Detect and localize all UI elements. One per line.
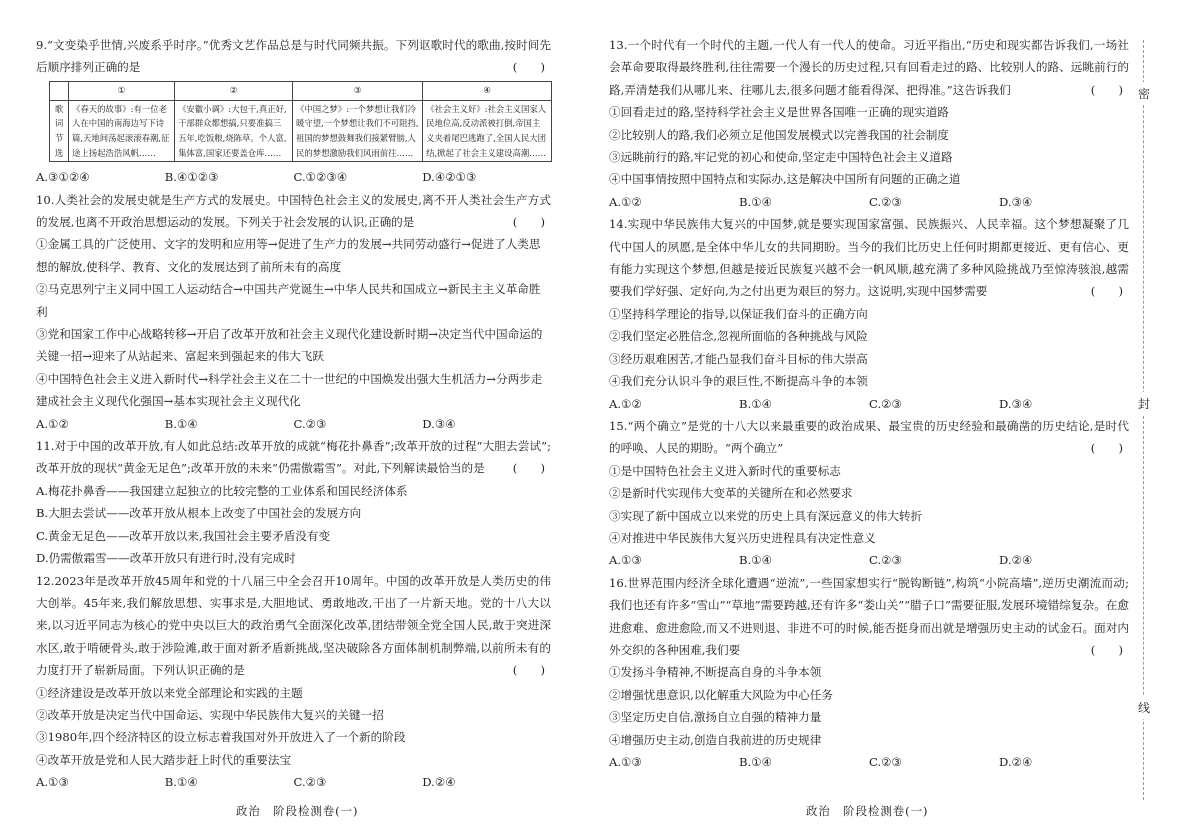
answer-choices xyxy=(36,166,551,188)
answer-paren: ( ) xyxy=(512,215,545,229)
choice-d: D.③④ xyxy=(999,396,1033,411)
question-stem: 10.人类社会的发展史就是生产方式的发展史。中国特色社会主义的发展史,离不开人类社会生产方式的发展,也离不开政治思想运动的发展。下列关于社会发展的认识,正确的是 ( ) xyxy=(36,189,551,234)
statement-option: ①回看走过的路,坚持科学社会主义是世界各国唯一正确的现实道路 xyxy=(609,105,949,120)
choice-a: A.③①②④ xyxy=(36,170,90,185)
statement-option: ②比较别人的路,我们必须立足他国发展模式以完善我国的社会制度 xyxy=(609,127,949,142)
answer-choices xyxy=(609,393,1129,415)
question-16 xyxy=(609,572,1129,774)
question-12 xyxy=(36,570,551,794)
question-stem: 12.2023年是改革开放45周年和党的十八届三中全会召开10周年。中国的改革开放是人类历史的伟大创举。45年来,我们解放思想、实事求是,大胆地试、勇敢地改,干出了一片新天地。党的十八大以来,以习近平同志为核心的党中央以巨大的政治勇气全面深化改革,团结带领全党全国人民,敢于突进深水区,敢于啃硬骨头,敢于涉险滩,敢于面对新矛盾新挑战,坚决破除各方面体制机制弊端,以前所未有的力度打开了崭新局面。下列认识正确的是 ( ) xyxy=(36,570,551,682)
question-stem: 13.一个时代有一个时代的主题,一代人有一代人的使命。习近平指出,“历史和现实都告诉我们,一场社会革命要取得最终胜利,往往需要一个漫长的历史过程,只有回看走过的路、比较别人的路、远眺前行的路,弄清楚我们从哪儿来、往哪儿去,很多问题才能看得深、把得准。”这告诉我们 ( ) xyxy=(609,34,1129,101)
question-14 xyxy=(609,213,1129,415)
choice-a: A.①② xyxy=(36,416,69,431)
statement-option: ③1980年,四个经济特区的设立标志着我国对外开放进入了一个新的阶段 xyxy=(36,730,406,745)
choice-a: A.①③ xyxy=(609,553,642,568)
answer-paren: ( ) xyxy=(1090,82,1123,97)
page-footer-right: 政治 阶段检测卷(一) xyxy=(806,804,929,818)
question-stem: 16.世界范围内经济全球化遭遇“逆流”,一些国家想实行“脱钩断链”,构筑“小院高墙”,逆历史潮流而动;我们也还有许多“雪山”“草地”需要跨越,还有许多“娄山关”“腊子口”需要征服,发展环境错综复杂。在愈进愈难、愈进愈险,而又不进则退、非进不可的时候,能否挺身而出就是增强历史主动的试金石。面对内外交织的各种困难,我们要 ( ) xyxy=(609,572,1129,662)
question-10 xyxy=(36,189,551,435)
statement-option: ①金属工具的广泛使用、文字的发明和应用等→促进了生产力的发展→共同劳动盛行→促进了人类思想的解放,使科学、教育、文化的发展达到了前所未有的高度 xyxy=(36,237,541,274)
table-header: ④ xyxy=(423,81,552,100)
choice-b: B.①④ xyxy=(164,775,198,790)
answer-choices xyxy=(36,771,551,793)
statement-option: ①坚持科学理论的指导,以保证我们奋斗的正确方向 xyxy=(609,306,868,321)
choice-c: C.②③ xyxy=(869,755,902,769)
answer-paren: ( ) xyxy=(1090,441,1123,456)
statement-option: ①发扬斗争精神,不断提高自身的斗争本领 xyxy=(609,665,822,680)
table-cell: 《社会主义好》:社会主义国家人民地位高,反动派被打倒,帝国主义夹着尾巴逃跑了,全国人民大团结,掀起了社会主义建设高潮…… xyxy=(423,100,552,161)
binding-margin-label: 封 xyxy=(1136,392,1152,415)
choice-b: B.①④ xyxy=(739,194,772,209)
statement-option: ②增强忧患意识,以化解重大风险为中心任务 xyxy=(609,687,833,702)
choice-a: A.①② xyxy=(609,194,642,209)
table-cell: 《中国之梦》:一个梦想让我们冷暖守望,一个梦想让我们不可阻挡,祖国的梦想鼓舞我们接紧臂膀,人民的梦想激励我们风雨前往…… xyxy=(293,100,423,161)
answer-paren: ( ) xyxy=(512,60,545,75)
choice-c: C.①②③④ xyxy=(293,170,348,185)
answer-choices xyxy=(36,413,551,435)
answer-paren: ( ) xyxy=(512,663,545,678)
statement-option: ④我们充分认识斗争的艰巨性,不断提高斗争的本领 xyxy=(609,374,868,389)
choice-b: B.①④ xyxy=(164,416,198,431)
choice-d: D.②④ xyxy=(422,775,456,790)
choice-a: A.梅花扑鼻香——我国建立起独立的比较完整的工业体系和国民经济体系 xyxy=(36,483,408,498)
question-13 xyxy=(609,34,1129,213)
statement-option: ④中国事情按照中国特点和实际办,这是解决中国所有问题的正确之道 xyxy=(609,172,961,187)
statement-option: ③经历艰难困苦,才能凸显我们奋斗目标的伟大崇高 xyxy=(609,351,868,366)
choice-b: B.④①②③ xyxy=(164,170,219,185)
statement-option: ①是中国特色社会主义进入新时代的重要标志 xyxy=(609,463,841,478)
choice-c: C.②③ xyxy=(293,416,327,431)
statement-option: ③党和国家工作中心战略转移→开启了改革开放和社会主义现代化建设新时期→决定当代中国命运的关键一招→迎来了从站起来、富起来到强起来的伟大飞跃 xyxy=(36,327,543,364)
choice-d: D.③④ xyxy=(422,416,456,431)
answer-choices xyxy=(609,751,1129,773)
binding-margin-line xyxy=(1143,40,1144,800)
table-cell: 《春天的故事》:有一位老人在中国的南海边写下诗篇,天地间荡起滚滚春潮,征途上扬起浩浩风帆…… xyxy=(69,100,175,161)
table-header: ② xyxy=(175,81,293,100)
right-column xyxy=(609,34,1129,773)
statement-option: ③远眺前行的路,牢记党的初心和使命,坚定走中国特色社会主义道路 xyxy=(609,150,953,165)
answer-paren: ( ) xyxy=(1090,284,1123,299)
statement-option: ②马克思列宁主义同中国工人运动结合→中国共产党诞生→中华人民共和国成立→新民主主义革命胜利 xyxy=(36,282,541,319)
choice-b: B.①④ xyxy=(739,755,772,769)
answer-choices xyxy=(609,191,1129,213)
binding-margin-label: 线 xyxy=(1136,696,1152,719)
table-header: ③ xyxy=(293,81,423,100)
choice-a: A.①③ xyxy=(36,775,69,790)
question-stem: 14.实现中华民族伟大复兴的中国梦,就是要实现国家富强、民族振兴、人民幸福。这个梦想凝聚了几代中国人的夙愿,是全体中华儿女的共同期盼。当今的我们比历史上任何时期都更接近、更有信心、更有能力实现这个梦想,但越是接近民族复兴越不会一帆风顺,越充满了多种风险挑战乃至惊涛骇浪,越需要我们学好强、定好向,为之付出更为艰巨的努力。这说明,实现中国梦需要 ( ) xyxy=(609,213,1129,303)
statement-option: ④增强历史主动,创造自我前进的历史规律 xyxy=(609,732,822,747)
page-footer-left: 政治 阶段检测卷(一) xyxy=(236,804,359,818)
table-header: ① xyxy=(69,81,175,100)
question-stem: 15.“两个确立”是党的十八大以来最重要的政治成果、最宝贵的历史经验和最确凿的历史结论,是时代的呼唤、人民的期盼。“两个确立” ( ) xyxy=(609,415,1129,460)
choice-d: D.③④ xyxy=(999,194,1033,209)
statement-option: ②是新时代实现伟大变革的关键所在和必然要求 xyxy=(609,486,853,501)
binding-margin-label: 密 xyxy=(1136,82,1152,105)
choice-c: C.②③ xyxy=(869,553,902,568)
question-stem: 9.“文变染乎世情,兴废系乎时序。”优秀文艺作品总是与时代同频共振。下列讴歌时代的歌曲,按时间先后顺序排列正确的是 ( ) xyxy=(36,34,551,79)
choice-b: B.①④ xyxy=(739,553,772,568)
question-9 xyxy=(36,34,551,189)
table-cell: 《安徽小调》:大包干,真正好,干部群众都想搞,只要准搞三五年,吃饭粮,烧陈草。个人富,集体富,国家还要盖仓库…… xyxy=(175,100,293,161)
statement-option: ④改革开放是党和人民大踏步赶上时代的重要法宝 xyxy=(36,752,292,767)
statement-option: ②改革开放是决定当代中国命运、实现中华民族伟大复兴的关键一招 xyxy=(36,707,384,722)
left-column xyxy=(36,34,551,794)
choice-d: D.②④ xyxy=(999,755,1033,769)
choice-c: C.黄金无足色——改革开放以来,我国社会主要矛盾没有变 xyxy=(36,528,331,543)
statement-option: ②我们坚定必胜信念,忽视所面临的各种挑战与风险 xyxy=(609,329,868,344)
choice-c: C.②③ xyxy=(869,194,902,209)
choice-c: C.②③ xyxy=(293,775,327,790)
song-lyrics-table xyxy=(49,81,552,162)
question-11 xyxy=(36,435,551,569)
statement-option: ④对推进中华民族伟大复兴历史进程具有决定性意义 xyxy=(609,530,876,545)
question-stem: 11.对于中国的改革开放,有人如此总结:改革开放的成就“梅花扑鼻香”;改革开放的过程“大胆去尝试”;改革开放的现状“黄金无足色”;改革开放的未来“仍需傲霜雪”。对此,下列解读最恰当的是 ( ) xyxy=(36,435,551,480)
statement-option: ④中国特色社会主义进入新时代→科学社会主义在二十一世纪的中国焕发出强大生机活力→分两步走建成社会主义现代化强国→基本实现社会主义现代化 xyxy=(36,371,543,409)
answer-choices xyxy=(609,549,1129,571)
choice-d: D.④②①③ xyxy=(422,170,477,185)
choice-b: B.①④ xyxy=(739,396,772,411)
answer-paren: ( ) xyxy=(512,461,545,476)
statement-option: ③坚定历史自信,激扬自立自强的精神力量 xyxy=(609,710,822,725)
answer-paren: ( ) xyxy=(1090,642,1123,657)
statement-option: ①经济建设是改革开放以来党全部理论和实践的主题 xyxy=(36,685,303,700)
choice-b: B.大胆去尝试——改革开放从根本上改变了中国社会的发展方向 xyxy=(36,506,362,521)
question-15 xyxy=(609,415,1129,572)
choice-d: D.②④ xyxy=(999,553,1033,568)
choice-d: D.仍需傲霜雪——改革开放只有进行时,没有完成时 xyxy=(36,551,296,566)
choice-a: A.①③ xyxy=(609,755,642,769)
choice-a: A.①② xyxy=(609,396,642,411)
choice-c: C.②③ xyxy=(869,396,902,411)
statement-option: ③实现了新中国成立以来党的历史上具有深远意义的伟大转折 xyxy=(609,508,923,523)
table-row-label: 歌词节选 xyxy=(50,100,69,161)
